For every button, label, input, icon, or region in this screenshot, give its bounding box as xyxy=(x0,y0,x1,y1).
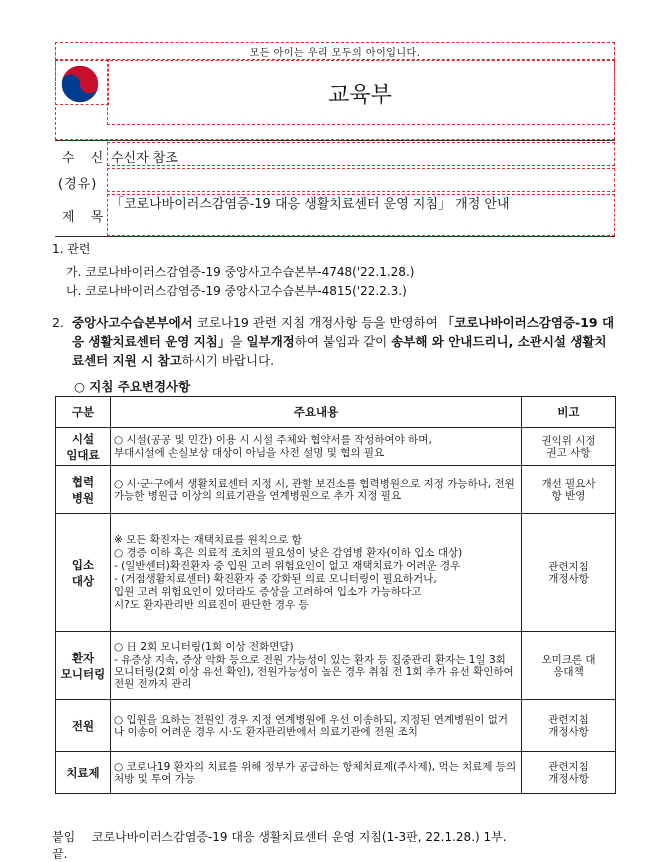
column-header: 비고 xyxy=(522,397,616,428)
changes-table xyxy=(55,396,616,794)
row-note: 관련지침 개정사항 xyxy=(522,514,616,632)
attachment-end: 끝. xyxy=(52,847,68,861)
table-row xyxy=(56,700,616,752)
related-item: 가. 코로나바이러스감염증-19 중앙사고수습본부-4748('22.1.28.) xyxy=(66,265,415,279)
row-content: ※ 모든 확진자는 재택치료를 원칙으로 함 ○ 경증 이하 혹은 의료적 조치의 필요성이 낮은 감염병 환자(이하 입소 대상) - (일반센터)확진환자 중 입원 고려 위험요인이 없고 재택치료가 어려운 경우 - (거점생활치료센터) 확진환자 중 강화된 의료 모니터링이 필요하거나, 입원 고려 위험요인이 있더라도 증상을 고려하여 입소가 가능하다고 시?도 환자관리반 의료진이 판단한 경우 등 xyxy=(111,514,522,632)
row-category: 치료제 xyxy=(56,752,111,794)
row-category: 협력 병원 xyxy=(56,466,111,514)
row-category: 환자 모니터링 xyxy=(56,632,111,700)
body-paragraph: 중앙사고수습본부에서 코로나19 관련 지침 개정사항 등을 반영하여 「코로나바이러스감염증-19 대응 생활치료센터 운영 지침」을 일부개정하여 붙임과 같이 송부해 와 안내드리니, 소관시설 생활치료센터 지원 시 참고하시기 바랍니다. xyxy=(72,315,615,368)
row-note: 오미크론 대 응대책 xyxy=(522,632,616,700)
row-note: 관련지침 개정사항 xyxy=(522,700,616,752)
table-heading: ○ 지침 주요변경사항 xyxy=(74,379,191,394)
column-header: 주요내용 xyxy=(111,397,522,428)
subject-label: 제 목 xyxy=(62,210,110,225)
row-category: 입소 대상 xyxy=(56,514,111,632)
body-number: 2. xyxy=(52,315,64,330)
row-category: 전원 xyxy=(56,700,111,752)
table-row xyxy=(56,514,616,632)
table-header-row xyxy=(56,397,616,428)
recipient-value: 수신자 참조 xyxy=(111,151,178,166)
recipient-label: 수 신 xyxy=(62,151,110,166)
via-label: (경유) xyxy=(58,177,98,192)
government-emblem-icon xyxy=(58,62,102,106)
via-box xyxy=(107,168,615,192)
row-content: ○ 입원을 요하는 전원인 경우 지정 연계병원에 우선 이송하되, 지정된 연계병원이 없거나 이송이 어려운 경우 시·도 환자관리반에서 의료기관에 전원 조치 xyxy=(111,700,522,752)
row-note: 관련지침 개정사항 xyxy=(522,752,616,794)
table-row xyxy=(56,752,616,794)
row-content: ○ 코로나19 환자의 치료를 위해 정부가 공급하는 항체치료제(주사제), 먹는 치료제 등의 처방 및 투여 가능 xyxy=(111,752,522,794)
divider xyxy=(55,236,615,237)
row-content: ○ 日 2회 모니터링(1회 이상 전화면담) - 유증상 지속, 증상 악화 등으로 전원 가능성이 있는 환자 등 집중관리 환자는 1일 3회 모니터링(2회 이상 유선 확인), 전원가능성이 높은 경우 취침 전 1회 추가 유선 확인하여 전원 전까지 관리 xyxy=(111,632,522,700)
slogan: 모든 아이는 우리 모두의 아이입니다. xyxy=(249,48,421,59)
table-row xyxy=(56,466,616,514)
table-row xyxy=(56,428,616,466)
column-header: 구분 xyxy=(56,397,111,428)
recipient-box xyxy=(107,142,615,166)
ministry-name: 교육부 xyxy=(328,83,392,108)
row-note: 권익위 시정 권고 사항 xyxy=(522,428,616,466)
table-row xyxy=(56,632,616,700)
row-content: ○ 시설(공공 및 민간) 이용 시 시설 주체와 협약서를 작성하여야 하며, 부대시설에 손실보상 대상이 아님을 사전 설명 및 협의 필요 xyxy=(111,428,522,466)
related-item: 나. 코로나바이러스감염증-19 중앙사고수습본부-4815('22.2.3.) xyxy=(66,284,407,298)
row-note: 개선 필요사 항 반영 xyxy=(522,466,616,514)
subject-value: 「코로나바이러스감염증-19 대응 생활치료센터 운영 지침」 개정 안내 xyxy=(111,197,510,212)
row-category: 시설 임대료 xyxy=(56,428,111,466)
attachment-text: 코로나바이러스감염증-19 대응 생활치료센터 운영 지침(1-3판, 22.1.28.) 1부. xyxy=(92,830,507,844)
row-content: ○ 시·군·구에서 생활치료센터 지정 시, 관할 보건소를 협력병원으로 지정 가능하나, 전원 가능한 병원급 이상의 의료기관을 연계병원으로 추가 지정 필요 xyxy=(111,466,522,514)
divider xyxy=(55,140,615,141)
related-heading: 1. 관련 xyxy=(52,242,91,256)
attachment-label: 붙임 xyxy=(52,830,76,844)
